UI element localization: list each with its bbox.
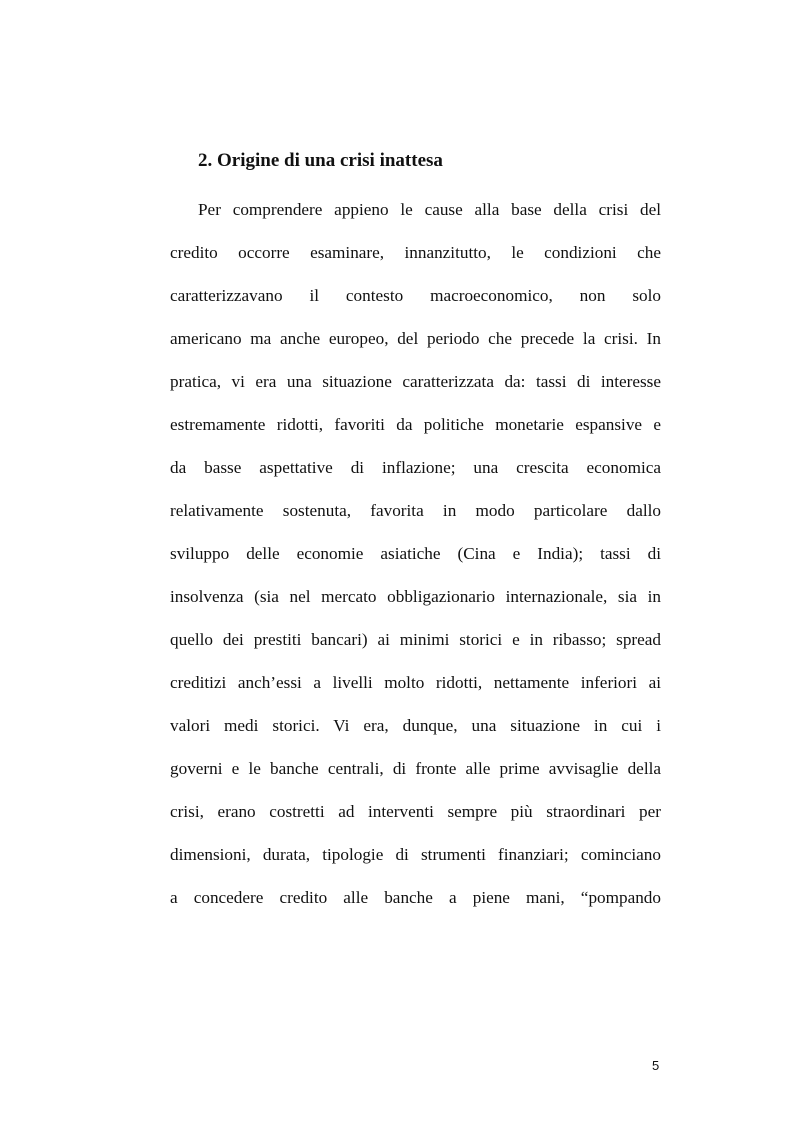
text-line: credito occorre esaminare, innanzitutto, le condizioni che — [170, 243, 661, 262]
text-line: caratterizzavano il contesto macroeconomico, non solo — [170, 286, 661, 305]
text-line: relativamente sostenuta, favorita in modo particolare dallo — [170, 501, 661, 520]
text-line: quello dei prestiti bancari) ai minimi storici e in ribasso; spread — [170, 630, 661, 649]
text-line: a concedere credito alle banche a piene mani, “pompando — [170, 888, 661, 907]
text-line: americano ma anche europeo, del periodo che precede la crisi. In — [170, 329, 661, 348]
text-line: pratica, vi era una situazione caratterizzata da: tassi di interesse — [170, 372, 661, 391]
text-line: estremamente ridotti, favoriti da politiche monetarie espansive e — [170, 415, 661, 434]
text-line: da basse aspettative di inflazione; una crescita economica — [170, 458, 661, 477]
text-line: valori medi storici. Vi era, dunque, una situazione in cui i — [170, 716, 661, 735]
text-line: crisi, erano costretti ad interventi sempre più straordinari per — [170, 802, 661, 821]
page-number: 5 — [652, 1058, 660, 1073]
text-line: insolvenza (sia nel mercato obbligazionario internazionale, sia in — [170, 587, 661, 606]
text-line: dimensioni, durata, tipologie di strumenti finanziari; cominciano — [170, 845, 661, 864]
body-paragraph — [170, 198, 661, 929]
text-line: creditizi anch’essi a livelli molto ridotti, nettamente inferiori ai — [170, 673, 661, 692]
text-line: sviluppo delle economie asiatiche (Cina e India); tassi di — [170, 544, 661, 563]
section-heading: 2. Origine di una crisi inattesa — [198, 150, 443, 171]
text-line: governi e le banche centrali, di fronte alle prime avvisaglie della — [170, 759, 661, 778]
text-line: Per comprendere appieno le cause alla base della crisi del — [198, 200, 661, 219]
